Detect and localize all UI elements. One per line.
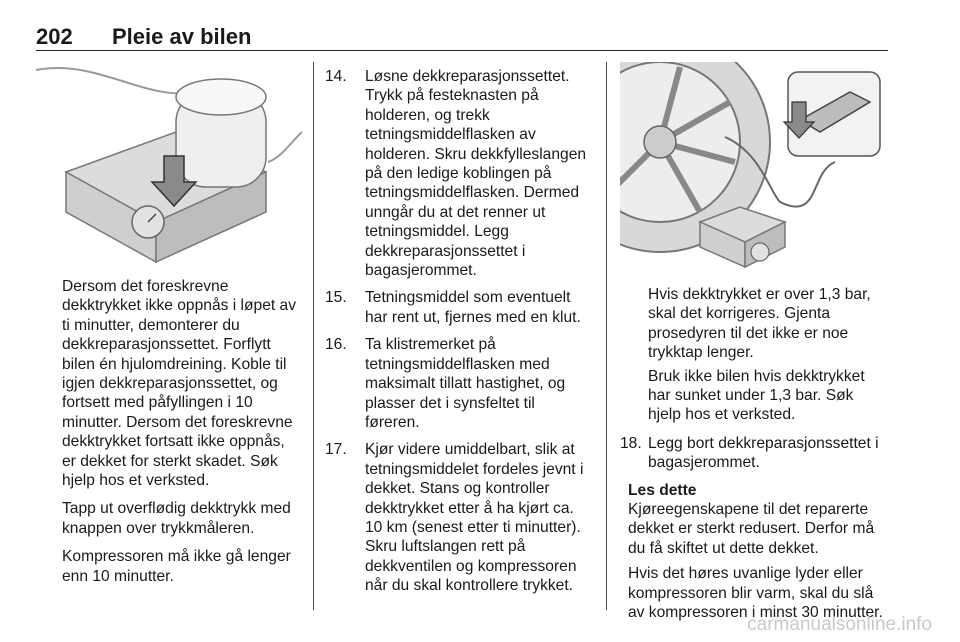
paragraph: Hvis dekktrykket er over 1,3 bar, skal det korrigeres. Gjenta prosedyren til det ikke er noe trykktap lenger. [648, 286, 871, 362]
column-1 [62, 277, 302, 595]
column-divider [313, 62, 314, 610]
list-item [325, 67, 593, 280]
paragraph: Bruk ikke bilen hvis dekktrykket har sunket under 1,3 bar. Søk hjelp hos et verksted. [648, 367, 865, 424]
list-item [325, 288, 593, 327]
paragraph: Hvis det høres uvanlige lyder eller kompressoren blir varm, skal du slå av kompressoren i minst 30 minutter. [628, 565, 883, 622]
compressor-illustration [36, 62, 302, 276]
paragraph: Dersom det foreskrevne dekktrykket ikke oppnås i løpet av ti minutter, demonterer du dekkreparasjonssettet. Forflytt bilen én hjulomdreining. Koble til igjen dekkreparasjonssettet, og fortsett med påfyllingen i 10 minutter. Dersom det foreskrevne dekktrykket fortsatt ikke oppnås, er dekket for sterkt skadet. Søk hjelp hos et verksted. [62, 278, 297, 490]
list-item [325, 440, 593, 595]
step-number: 17. [325, 441, 347, 459]
step-number: 16. [325, 336, 347, 354]
paragraph: Kompressoren må ikke gå lenger enn 10 minutter. [62, 548, 291, 585]
list-item [325, 335, 593, 432]
step-text: Legg bort dekkreparasjonssettet i bagasjerommet. [648, 434, 879, 472]
note-box [620, 481, 888, 623]
page-title: Pleie av bilen [112, 24, 252, 49]
step-text: Kjør videre umiddelbart, slik at tetningsmiddelet fordeles jevnt i dekket. Stans og kontroller dekktrykket etter å ha kjørt ca. 10 km (senest etter ti minutter). Skru luftslangen rett på dekkventilen og kompressoren når du skal kontrollere trykket. [365, 441, 584, 595]
step-text: Tetningsmiddel som eventuelt har rent ut, fjernes med en klut. [365, 289, 581, 326]
step-number: 15. [325, 289, 347, 307]
step-number: 14. [325, 68, 347, 85]
paragraph: Tapp ut overflødig dekktrykk med knappen over trykkmåleren. [62, 500, 291, 537]
step-text: Ta klistremerket på tetningsmiddelflasken med maksimalt tillatt hastighet, og plasser det i synsfeltet til føreren. [365, 336, 566, 431]
column-3 [620, 285, 888, 632]
step-number: 18. [620, 434, 642, 452]
note-heading: Les dette [628, 481, 697, 499]
step-text: Løsne dekkreparasjonssettet. Trykk på festeknasten på holderen, og trekk tetningsmiddelflasken av holderen. Skru dekkfylleslangen på den ledige koblingen på tetningsmiddelflasken. Dermed unngår du at det renner ut tetningsmiddel. Legg dekkreparasjonssettet i bagasjerommet. [365, 68, 587, 280]
page-header [36, 20, 888, 51]
column-divider [606, 62, 607, 610]
watermark: carmanualsonline.info [747, 614, 932, 635]
list-item [620, 434, 888, 473]
column-2 [325, 67, 593, 604]
paragraph: Kjøreegenskapene til det reparerte dekket er sterkt redusert. Derfor må du få skiftet ut dette dekket. [628, 501, 875, 557]
page-number: 202 [36, 24, 73, 49]
wheel-inflation-illustration [620, 62, 886, 276]
